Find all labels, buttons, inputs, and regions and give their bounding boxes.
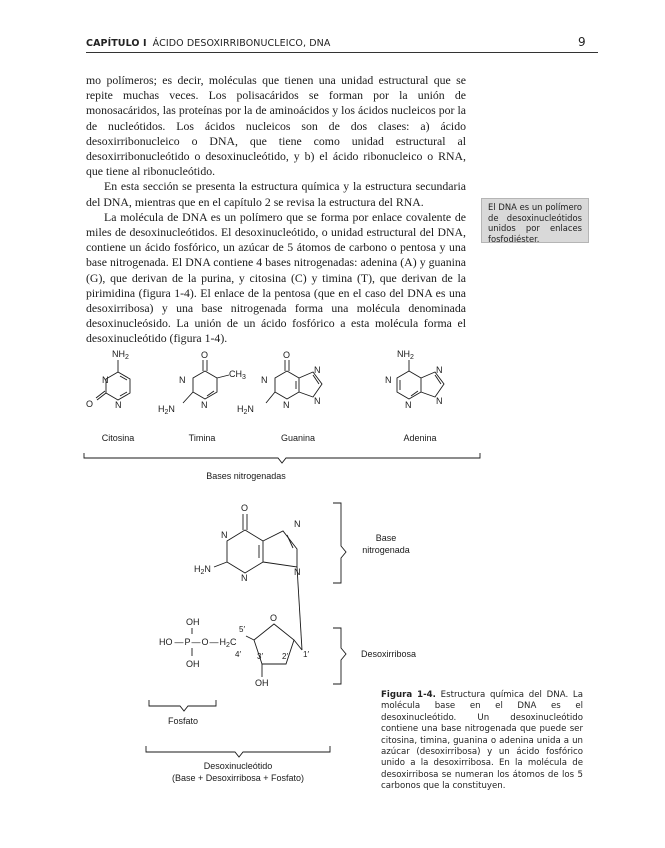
nucleotide-brace — [146, 746, 330, 757]
label-sugar: Desoxirribosa — [361, 649, 417, 659]
label-nucleotide: Desoxinucleótido — [203, 761, 273, 771]
paragraph: mo polímeros; es decir, moléculas que tienen una unidad estructural que se repite muchas veces. Los polisacáridos se forman por la unión de monosacáridos, las proteínas por la de aminoácidos y los ácidos nucleicos por la de nucleótidos. Los ácidos nucleicos son de dos clases: a) ácido desoxirribonucleico o DNA, que tiene como unidad estructural al desoxirribonucleótido o desoxinucleótido, y b) el ácido ribonucleico o RNA, que tiene al ribonucleótido. — [86, 73, 466, 179]
thymine-ring — [193, 371, 217, 399]
carbon-5-label: 5′ — [239, 625, 245, 634]
label-phosphate: Fosfato — [167, 716, 199, 726]
atom-label: N — [179, 375, 186, 385]
guanine-ring — [275, 371, 299, 399]
atom-label: O — [201, 350, 209, 360]
chapter-label: CAPÍTULO I — [86, 38, 147, 49]
atom-label: $CH_3$ — [229, 369, 246, 381]
cytosine-ring — [106, 372, 130, 400]
atom-label: $H_2N$ — [237, 404, 254, 416]
atom-label: N — [102, 375, 109, 385]
atom-label: N — [115, 400, 122, 410]
atom-label: N — [436, 365, 443, 375]
label-nucleotide-formula: (Base + Desoxirribosa + Fosfato) — [171, 773, 305, 783]
atom-label: O — [86, 399, 94, 409]
atom-label: OH — [255, 678, 269, 688]
carbon-2-label: 2′ — [282, 652, 288, 661]
atom-label: N — [294, 567, 301, 577]
adenine-ring — [397, 371, 421, 399]
paragraph: En esta sección se presenta la estructura química y la estructura secundaria del DNA, mientras que en el capítulo 2 se revisa la estructura del RNA. — [86, 179, 466, 209]
atom-label: OH — [186, 659, 200, 669]
caption-text: Estructura química del DNA. La molécula base en el DNA es el desoxinucleótido. Un desoxinucleótido contiene una base nitrogenada que puede ser citosina, timina, guanina o adenina unida a un azúcar (desoxirribosa) y un ácido fosfórico unido a la desoxirribosa. En la molécula de desoxirribosa se numeran los átomos de los 5 carbonos que la constituyen. — [381, 690, 583, 792]
atom-label: N — [405, 400, 412, 410]
atom-label: O — [283, 350, 291, 360]
atom-label: OH — [186, 617, 200, 627]
atom-label: N — [261, 375, 268, 385]
atom-label: $H_2N$ — [158, 404, 175, 416]
atom-label: N — [314, 365, 321, 375]
label-base-line2: nitrogenada — [362, 545, 410, 555]
atom-label: O — [241, 503, 249, 513]
label-thymine: Timina — [188, 433, 216, 443]
label-adenine: Adenina — [403, 433, 437, 443]
carbon-3-label: 3′ — [257, 652, 263, 661]
phosphate-formula: HO $—P—O—H_2C$ — [159, 637, 237, 649]
label-guanine: Guanina — [280, 433, 316, 443]
figure-caption — [381, 690, 583, 793]
carbon-1-label: 1′ — [303, 650, 309, 659]
caption-label: Figura 1-4. — [381, 690, 436, 700]
phosphate-brace — [149, 700, 216, 711]
atom-label: N — [436, 396, 443, 406]
atom-label: N — [385, 375, 392, 385]
atom-label: N — [314, 396, 321, 406]
base-brace — [333, 503, 346, 583]
bases-brace — [84, 453, 480, 463]
atom-label: N — [294, 519, 301, 529]
atom-label: N — [221, 530, 228, 540]
sugar-brace — [333, 628, 346, 684]
atom-label: $NH_2$ — [397, 349, 414, 361]
atom-label: O — [270, 613, 278, 623]
carbon-4-label: 4′ — [235, 650, 241, 659]
nucleotide-guanine-ring — [227, 530, 263, 573]
chapter-title: ÁCIDO DESOXIRRIBONUCLEICO, DNA — [152, 38, 331, 49]
atom-label: N — [201, 400, 208, 410]
label-cytosine: Citosina — [101, 433, 135, 443]
atom-label: $NH_2$ — [112, 349, 129, 361]
atom-label: $H_2N$ — [194, 564, 211, 576]
label-bases-group: Bases nitrogenadas — [206, 471, 286, 481]
paragraph: La molécula de DNA es un polímero que se forma por enlace covalente de miles de desoxinucleótidos. El desoxinucleótido, o unidad estructural del DNA, contiene un ácido fosfórico, un azúcar de 5 átomos de carbono o pentosa y una base nitrogenada. El DNA contiene 4 bases nitrogenadas: adenina (A) y guanina (G), que derivan de la purina, y citosina (C) y timina (T), que derivan de la pirimidina (figura 1-4). El enlace de la pentosa (que en el caso del DNA es una desoxirribosa) y una base nitrogenada forma una molécula denominada desoxinucleósido. La unión de un ácido fosfórico a esta molécula forma el desoxinucleótido (figura 1-4). — [86, 209, 466, 346]
page-number: 9 — [578, 35, 586, 49]
margin-note: El DNA es un polímero de desoxinucleótidos unidos por enlaces fosfodiéster. — [481, 198, 589, 243]
atom-label: N — [241, 573, 248, 583]
atom-label: N — [283, 400, 290, 410]
label-base: Base — [375, 533, 397, 543]
